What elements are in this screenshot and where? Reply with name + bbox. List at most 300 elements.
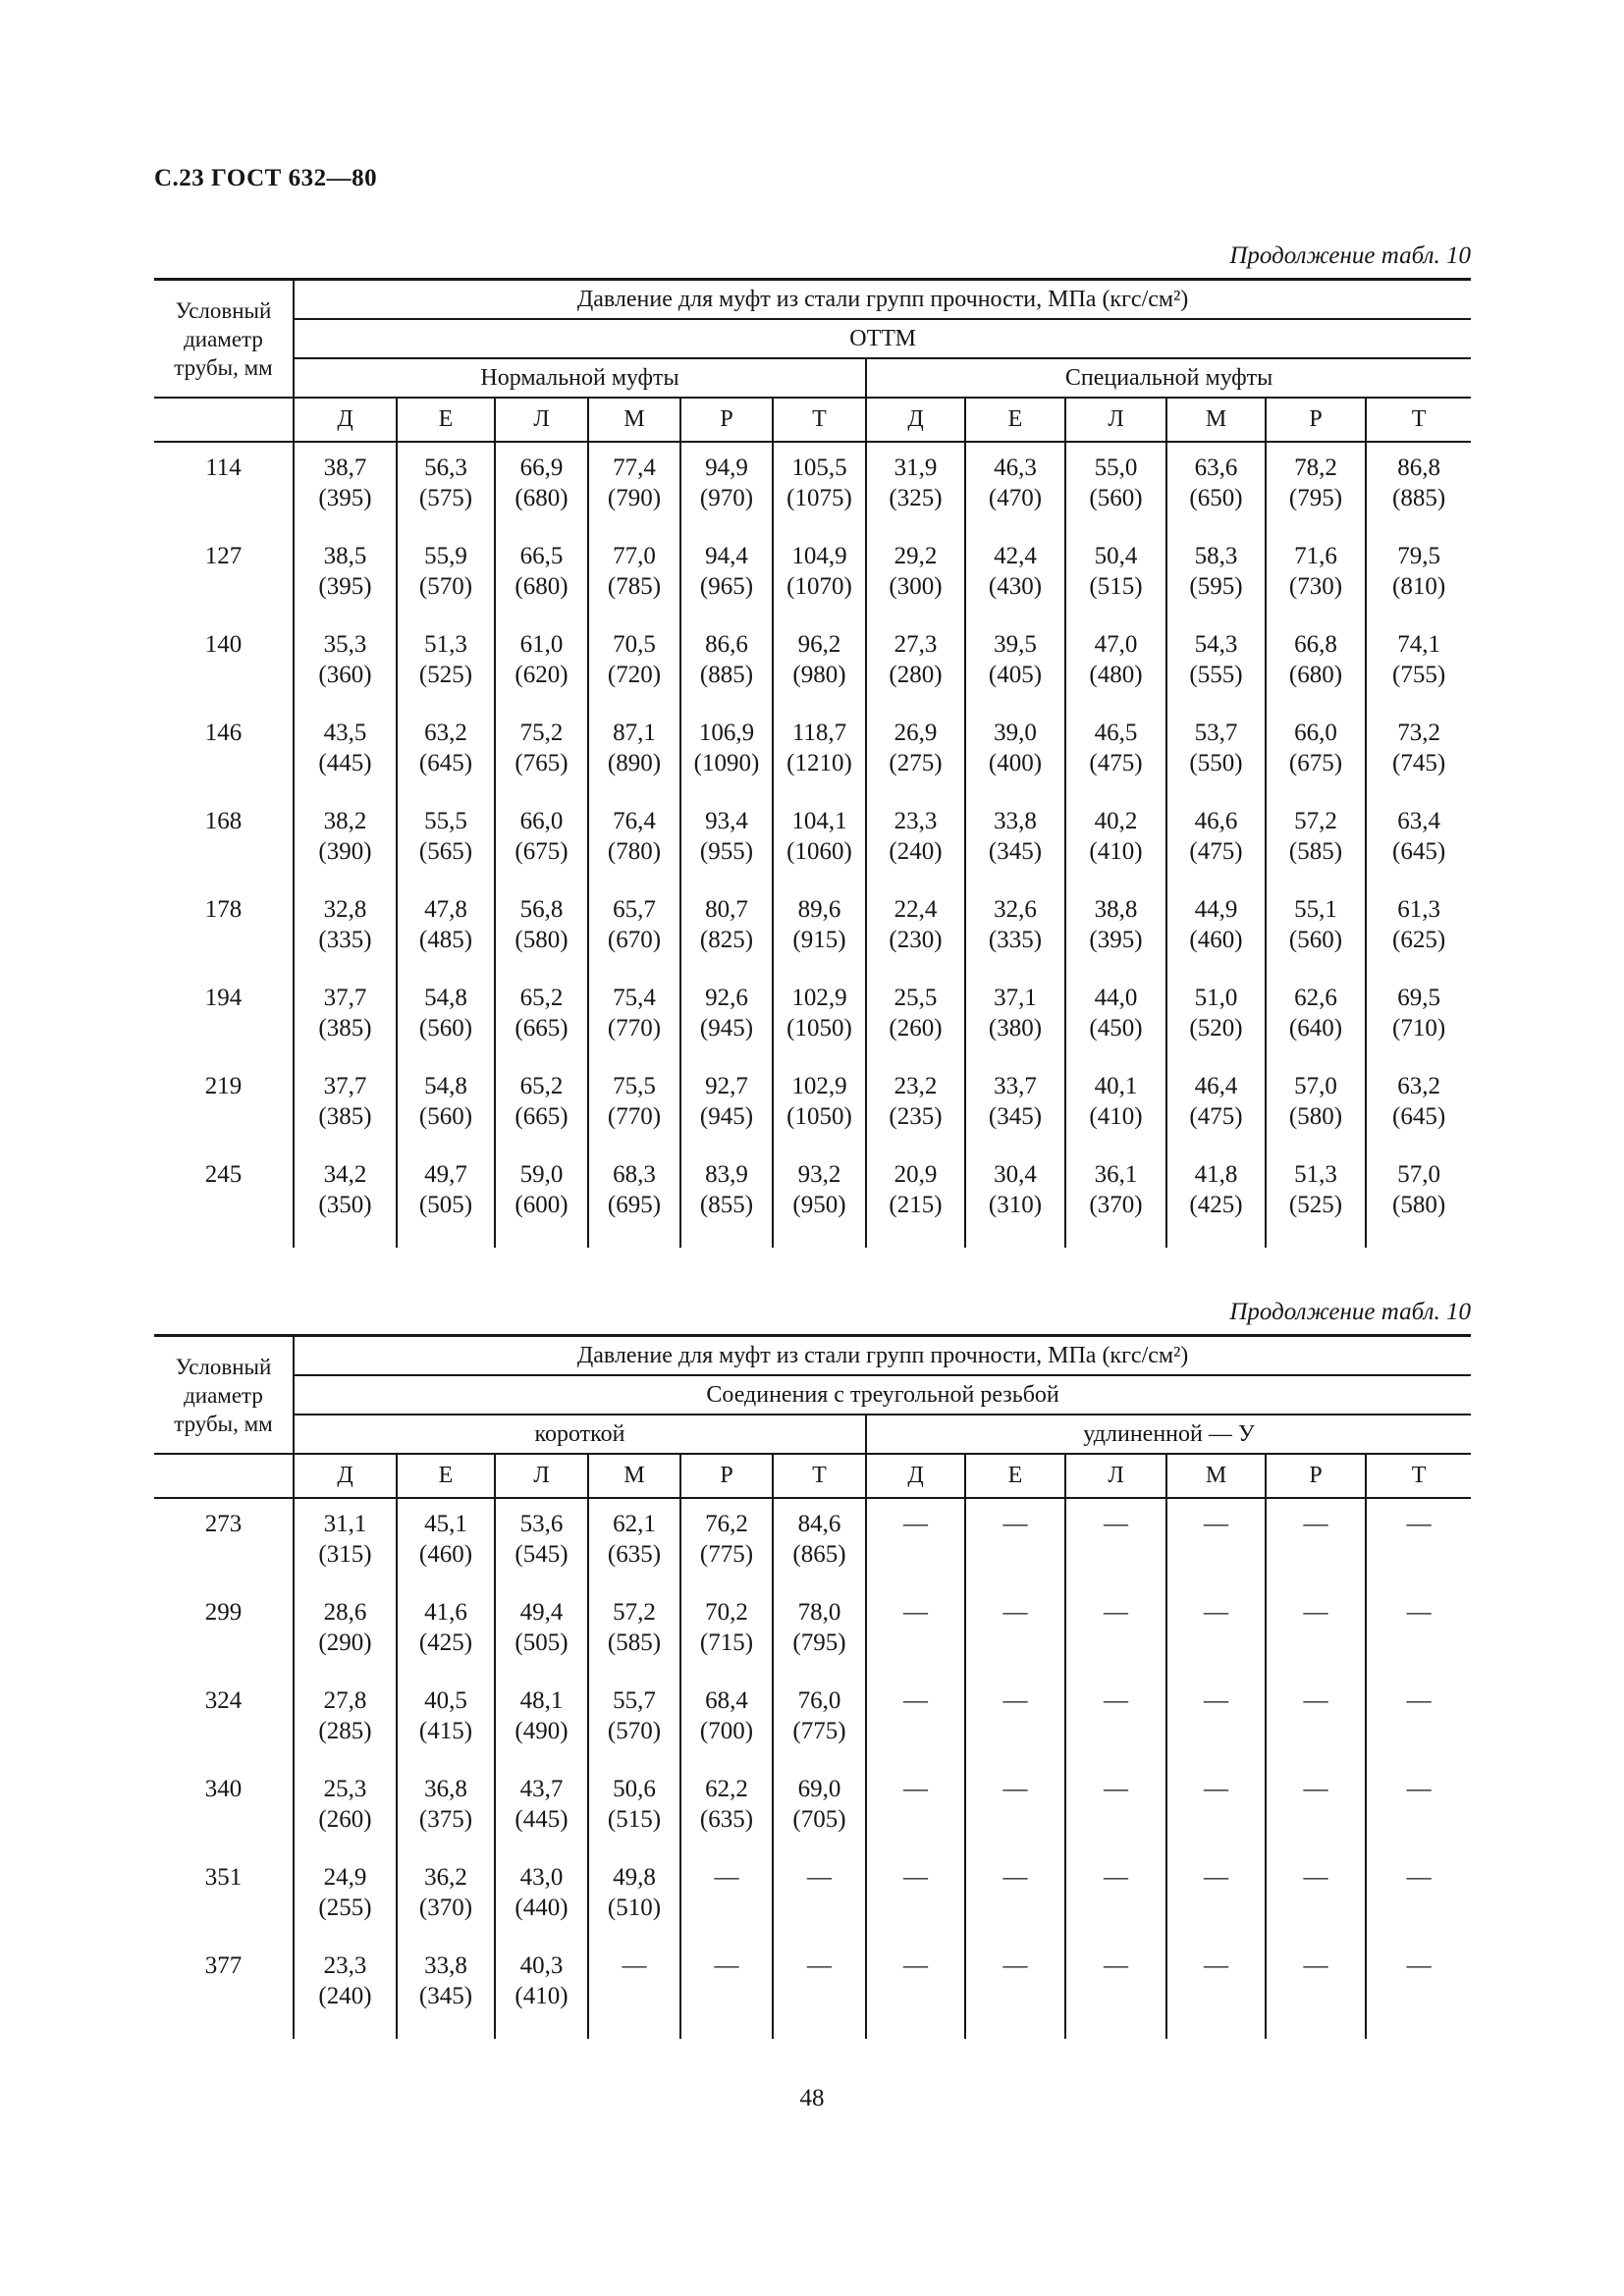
pressure-mpa: 51,0 <box>1194 985 1238 1011</box>
pressure-mpa: 31,1 <box>323 1511 367 1537</box>
pressure-cell <box>773 1685 866 1774</box>
pressure-kgf: (520) <box>1189 1015 1243 1041</box>
pressure-cell <box>397 1597 495 1685</box>
pressure-cell <box>1266 718 1366 806</box>
pressure-cell <box>866 718 965 806</box>
pressure-mpa: — <box>1002 1952 1028 1979</box>
pressure-kgf: (215) <box>889 1192 943 1218</box>
pressure-kgf: (645) <box>1392 838 1446 865</box>
pressure-cell <box>397 1774 495 1862</box>
pressure-mpa: 49,4 <box>519 1599 564 1626</box>
pressure-cell <box>773 983 866 1071</box>
pressure-kgf: (885) <box>1392 485 1446 511</box>
pressure-cell <box>1366 806 1471 894</box>
pressure-mpa: — <box>1303 1864 1328 1891</box>
pressure-table-triangular-thread <box>154 1334 1471 2039</box>
pressure-kgf: (555) <box>1189 662 1243 688</box>
pressure-kgf: (560) <box>418 1103 473 1130</box>
pressure-kgf: (730) <box>1288 573 1343 600</box>
group-right-header: Специальной муфты <box>866 358 1471 398</box>
pressure-mpa: 71,6 <box>1294 543 1337 569</box>
pressure-mpa: 37,7 <box>323 985 367 1011</box>
pressure-kgf: (560) <box>418 1015 473 1041</box>
pressure-mpa: 23,3 <box>893 808 938 834</box>
pressure-mpa: 76,2 <box>705 1511 748 1537</box>
pressure-cell <box>1366 894 1471 983</box>
pressure-mpa: 65,7 <box>613 896 656 923</box>
pressure-mpa: 32,8 <box>323 896 367 923</box>
pressure-mpa: 29,2 <box>893 543 938 569</box>
pressure-mpa: — <box>1406 1952 1432 1979</box>
grade-header: Л <box>495 398 588 442</box>
pressure-mpa: 66,9 <box>519 454 564 481</box>
pressure-kgf: (260) <box>889 1015 943 1041</box>
pressure-cell <box>495 1774 588 1862</box>
pressure-mpa: 56,3 <box>424 454 467 481</box>
pressure-mpa: — <box>1204 1687 1228 1714</box>
pressure-kgf: (545) <box>514 1541 568 1568</box>
pressure-cell <box>1366 1071 1471 1159</box>
pressure-kgf: (325) <box>889 485 943 511</box>
pressure-mpa: 49,7 <box>424 1161 467 1188</box>
pressure-cell <box>495 1950 588 2039</box>
pressure-cell <box>495 806 588 894</box>
connection-type-header: Соединения с треугольной резьбой <box>294 1375 1471 1415</box>
pressure-kgf: (460) <box>1189 927 1243 953</box>
pressure-mpa: 63,6 <box>1194 454 1238 481</box>
pressure-kgf: (505) <box>418 1192 473 1218</box>
grade-header: М <box>588 1454 680 1498</box>
pressure-mpa: 79,5 <box>1397 543 1440 569</box>
pressure-kgf: (775) <box>699 1541 754 1568</box>
pressure-mpa: 33,8 <box>994 808 1037 834</box>
pressure-mpa: 84,6 <box>797 1511 841 1537</box>
pressure-mpa: — <box>1104 1952 1128 1979</box>
pressure-kgf: (620) <box>514 662 568 688</box>
diameter-cell: 140 <box>204 631 243 658</box>
pressure-kgf: (300) <box>889 573 943 600</box>
grade-header: Д <box>294 1454 397 1498</box>
pressure-mpa: 75,4 <box>613 985 656 1011</box>
grade-header: М <box>1166 398 1266 442</box>
pressure-kgf: (885) <box>699 662 754 688</box>
pressure-kgf: (395) <box>318 485 372 511</box>
pressure-cell <box>965 983 1065 1071</box>
pressure-mpa: 25,3 <box>323 1776 367 1802</box>
grade-header: Л <box>1065 1454 1166 1498</box>
pressure-kgf: (235) <box>889 1103 943 1130</box>
pressure-mpa: 89,6 <box>797 896 841 923</box>
pressure-cell <box>680 1774 773 1862</box>
pressure-cell <box>1166 894 1266 983</box>
pressure-kgf: (255) <box>318 1895 372 1921</box>
pressure-cell <box>588 1950 680 2039</box>
pressure-kgf: (345) <box>988 838 1043 865</box>
pressure-mpa: — <box>1104 1687 1128 1714</box>
pressure-mpa: 68,3 <box>613 1161 656 1188</box>
table-row <box>154 442 1471 541</box>
pressure-kgf: (585) <box>1288 838 1343 865</box>
continuation-label: Продолжение табл. 10 <box>1229 242 1471 269</box>
pressure-mpa: 34,2 <box>323 1161 367 1188</box>
pressure-cell <box>1065 1597 1166 1685</box>
pressure-kgf: (770) <box>607 1103 662 1130</box>
pressure-cell <box>1065 983 1166 1071</box>
table-row <box>154 1498 1471 1597</box>
pressure-mpa: — <box>807 1864 832 1891</box>
pressure-mpa: 27,3 <box>893 631 938 658</box>
diameter-cell: 324 <box>204 1687 243 1714</box>
pressure-cell <box>773 894 866 983</box>
grade-header: Р <box>1266 1454 1366 1498</box>
page-number: 48 <box>799 2085 825 2111</box>
pressure-cell <box>495 894 588 983</box>
pressure-cell <box>1166 629 1266 718</box>
pressure-cell <box>294 806 397 894</box>
pressure-mpa: 66,0 <box>519 808 564 834</box>
pressure-mpa: 54,8 <box>424 985 467 1011</box>
pressure-kgf: (865) <box>792 1541 846 1568</box>
pressure-mpa: 22,4 <box>893 896 938 923</box>
pressure-cell <box>1266 1071 1366 1159</box>
pressure-kgf: (560) <box>1089 485 1143 511</box>
pressure-mpa: 83,9 <box>705 1161 748 1188</box>
pressure-mpa: 35,3 <box>323 631 367 658</box>
pressure-cell <box>397 1159 495 1248</box>
pressure-kgf: (485) <box>418 927 473 953</box>
pressure-mpa: 58,3 <box>1194 543 1238 569</box>
pressure-kgf: (1090) <box>693 750 760 776</box>
pressure-cell <box>1065 1498 1166 1597</box>
grade-header: Е <box>965 1454 1065 1498</box>
grade-header: Р <box>1266 398 1366 442</box>
pressure-kgf: (680) <box>1288 662 1343 688</box>
pressure-mpa: 70,5 <box>613 631 656 658</box>
pressure-mpa: 77,0 <box>613 543 656 569</box>
pressure-cell <box>397 442 495 541</box>
pressure-cell <box>397 1950 495 2039</box>
pressure-mpa: — <box>1002 1776 1028 1802</box>
diameter-header: Условный диаметр трубы, мм <box>154 280 294 399</box>
pressure-mpa: — <box>903 1687 928 1714</box>
pressure-mpa: — <box>1104 1511 1128 1537</box>
pressure-mpa: 42,4 <box>994 543 1037 569</box>
pressure-mpa: — <box>1303 1511 1328 1537</box>
pressure-mpa: 41,6 <box>424 1599 467 1626</box>
table-row <box>154 1862 1471 1950</box>
pressure-kgf: (290) <box>318 1629 372 1656</box>
pressure-mpa: — <box>903 1864 928 1891</box>
pressure-cell <box>1366 629 1471 718</box>
pressure-cell <box>866 1498 965 1597</box>
pressure-mpa: 40,2 <box>1094 808 1138 834</box>
pressure-cell <box>1166 1950 1266 2039</box>
pressure-kgf: (380) <box>988 1015 1043 1041</box>
pressure-cell <box>965 1498 1065 1597</box>
pressure-kgf: (675) <box>1288 750 1343 776</box>
pressure-kgf: (665) <box>514 1015 568 1041</box>
pressure-kgf: (375) <box>418 1806 473 1833</box>
pressure-kgf: (785) <box>607 573 662 600</box>
pressure-cell <box>680 718 773 806</box>
pressure-mpa: 50,4 <box>1094 543 1138 569</box>
pressure-mpa: 55,5 <box>424 808 467 834</box>
pressure-cell <box>588 1774 680 1862</box>
pressure-kgf: (795) <box>1288 485 1343 511</box>
pressure-mpa: — <box>807 1952 832 1979</box>
pressure-cell <box>866 1862 965 1950</box>
pressure-mpa: 24,9 <box>323 1864 367 1891</box>
grade-row <box>154 398 1471 442</box>
pressure-kgf: (460) <box>418 1541 473 1568</box>
pressure-mpa: 20,9 <box>893 1161 938 1188</box>
pressure-cell <box>397 806 495 894</box>
pressure-mpa: — <box>903 1952 928 1979</box>
pressure-cell <box>294 1071 397 1159</box>
pressure-cell <box>495 1159 588 1248</box>
pressure-mpa: — <box>1406 1511 1432 1537</box>
pressure-kgf: (1050) <box>786 1015 852 1041</box>
pressure-mpa: 49,8 <box>613 1864 656 1891</box>
pressure-mpa: — <box>1002 1864 1028 1891</box>
pressure-cell <box>680 806 773 894</box>
pressure-kgf: (370) <box>418 1895 473 1921</box>
pressure-cell <box>773 629 866 718</box>
pressure-cell <box>588 1862 680 1950</box>
table-row <box>154 718 1471 806</box>
pressure-cell <box>680 541 773 629</box>
pressure-cell <box>495 541 588 629</box>
pressure-mpa: 46,4 <box>1194 1073 1238 1099</box>
table-row <box>154 629 1471 718</box>
pressure-mpa: 33,8 <box>424 1952 467 1979</box>
pressure-kgf: (595) <box>1189 573 1243 600</box>
pressure-cell <box>294 1685 397 1774</box>
pressure-mpa: — <box>1406 1599 1432 1626</box>
pressure-mpa: — <box>1303 1776 1328 1802</box>
pressure-cell <box>588 1159 680 1248</box>
pressure-kgf: (430) <box>988 573 1043 600</box>
pressure-mpa: 106,9 <box>698 720 755 746</box>
pressure-kgf: (580) <box>1288 1103 1343 1130</box>
pressure-cell <box>965 442 1065 541</box>
grade-header: Д <box>866 398 965 442</box>
pressure-cell <box>866 983 965 1071</box>
pressure-cell <box>1266 1950 1366 2039</box>
table-row <box>154 894 1471 983</box>
pressure-cell <box>294 1159 397 1248</box>
table-row <box>154 1774 1471 1862</box>
pressure-kgf: (570) <box>418 573 473 600</box>
pressure-mpa: — <box>1104 1864 1128 1891</box>
pressure-cell <box>1366 1685 1471 1774</box>
pressure-mpa: 36,1 <box>1094 1161 1138 1188</box>
pressure-mpa: 37,7 <box>323 1073 367 1099</box>
pressure-mpa: 73,2 <box>1397 720 1440 746</box>
pressure-mpa: — <box>1204 1864 1228 1891</box>
table-row <box>154 1597 1471 1685</box>
pressure-mpa: 26,9 <box>893 720 938 746</box>
pressure-cell <box>1266 983 1366 1071</box>
diameter-cell: 340 <box>204 1776 243 1802</box>
pressure-cell <box>1065 1071 1166 1159</box>
pressure-mpa: 54,3 <box>1194 631 1238 658</box>
table-row <box>154 1950 1471 2039</box>
pressure-cell <box>965 1862 1065 1950</box>
pressure-mpa: 78,0 <box>797 1599 841 1626</box>
pressure-cell <box>866 541 965 629</box>
pressure-mpa: 46,5 <box>1094 720 1138 746</box>
pressure-cell <box>1166 1159 1266 1248</box>
table-row <box>154 541 1471 629</box>
pressure-kgf: (950) <box>792 1192 846 1218</box>
pressure-mpa: 53,6 <box>519 1511 564 1537</box>
pressure-kgf: (1060) <box>786 838 852 865</box>
pressure-mpa: 43,7 <box>519 1776 564 1802</box>
pressure-kgf: (575) <box>418 485 473 511</box>
pressure-kgf: (765) <box>514 750 568 776</box>
pressure-cell <box>1166 1774 1266 1862</box>
pressure-mpa: 55,1 <box>1294 896 1337 923</box>
pressure-cell <box>1266 806 1366 894</box>
pressure-cell <box>965 1071 1065 1159</box>
pressure-cell <box>965 1597 1065 1685</box>
pressure-kgf: (780) <box>607 838 662 865</box>
pressure-cell <box>965 541 1065 629</box>
diameter-cell: 146 <box>204 720 243 746</box>
grade-header: Т <box>773 398 866 442</box>
pressure-cell <box>680 1597 773 1685</box>
diameter-cell: 194 <box>204 985 243 1011</box>
diameter-cell: 273 <box>204 1511 243 1537</box>
pressure-mpa: 51,3 <box>424 631 467 658</box>
pressure-cell <box>588 894 680 983</box>
pressure-mpa: 77,4 <box>613 454 656 481</box>
pressure-mpa: 53,7 <box>1194 720 1238 746</box>
pressure-mpa: 63,2 <box>424 720 467 746</box>
pressure-kgf: (675) <box>514 838 568 865</box>
pressure-mpa: — <box>1204 1511 1228 1537</box>
pressure-kgf: (410) <box>514 1983 568 2009</box>
table-body <box>154 1498 1471 2039</box>
pressure-kgf: (395) <box>318 573 372 600</box>
pressure-cell <box>294 1597 397 1685</box>
pressure-cell <box>1065 1159 1166 1248</box>
pressure-mpa: — <box>1204 1776 1228 1802</box>
pressure-kgf: (600) <box>514 1192 568 1218</box>
diameter-cell: 377 <box>204 1952 243 1979</box>
pressure-cell <box>866 894 965 983</box>
group-left-header: Нормальной муфты <box>294 358 866 398</box>
pressure-kgf: (1050) <box>786 1103 852 1130</box>
pressure-mpa: — <box>1406 1864 1432 1891</box>
pressure-cell <box>588 806 680 894</box>
grade-header: Д <box>294 398 397 442</box>
pressure-cell <box>965 894 1065 983</box>
pressure-mpa: 93,2 <box>797 1161 841 1188</box>
pressure-mpa: 40,3 <box>519 1952 564 1979</box>
pressure-table-ottm <box>154 278 1471 1248</box>
pressure-kgf: (525) <box>418 662 473 688</box>
pressure-mpa: 61,3 <box>1397 896 1440 923</box>
pressure-mpa: — <box>1303 1599 1328 1626</box>
pressure-cell <box>397 629 495 718</box>
pressure-mpa: 46,3 <box>994 454 1037 481</box>
pressure-cell <box>1065 442 1166 541</box>
pressure-kgf: (700) <box>699 1718 754 1744</box>
pressure-cell <box>1065 1685 1166 1774</box>
diameter-cell: 114 <box>205 454 242 481</box>
pressure-mpa: 39,5 <box>994 631 1037 658</box>
pressure-mpa: — <box>714 1952 739 1979</box>
pressure-cell <box>588 718 680 806</box>
pressure-cell <box>680 1685 773 1774</box>
pressure-cell <box>866 1597 965 1685</box>
grade-header: Е <box>965 398 1065 442</box>
pressure-cell <box>1065 806 1166 894</box>
pressure-cell <box>866 1685 965 1774</box>
pressure-cell <box>397 1685 495 1774</box>
pressure-mpa: 30,4 <box>994 1161 1037 1188</box>
pressure-cell <box>397 1071 495 1159</box>
pressure-kgf: (650) <box>1189 485 1243 511</box>
pressure-cell <box>680 1862 773 1950</box>
pressure-mpa: 62,2 <box>705 1776 748 1802</box>
pressure-cell <box>294 983 397 1071</box>
pressure-kgf: (470) <box>988 485 1043 511</box>
pressure-cell <box>495 442 588 541</box>
pressure-cell <box>866 806 965 894</box>
pressure-kgf: (410) <box>1089 1103 1143 1130</box>
pressure-kgf: (580) <box>1392 1192 1446 1218</box>
pressure-kgf: (480) <box>1089 662 1143 688</box>
pressure-mpa: 87,1 <box>613 720 656 746</box>
pressure-cell <box>866 629 965 718</box>
pressure-kgf: (705) <box>792 1806 846 1833</box>
pressure-kgf: (755) <box>1392 662 1446 688</box>
pressure-kgf: (550) <box>1189 750 1243 776</box>
pressure-mpa: 96,2 <box>797 631 841 658</box>
pressure-cell <box>680 442 773 541</box>
pressure-kgf: (515) <box>1089 573 1143 600</box>
pressure-kgf: (1210) <box>786 750 852 776</box>
pressure-cell <box>1166 983 1266 1071</box>
pressure-mpa: 48,1 <box>519 1687 564 1714</box>
pressure-cell <box>680 894 773 983</box>
pressure-cell <box>773 1071 866 1159</box>
pressure-cell <box>294 442 397 541</box>
diameter-cell: 178 <box>204 896 243 923</box>
pressure-mpa: 70,2 <box>705 1599 748 1626</box>
pressure-mpa: 23,2 <box>893 1073 938 1099</box>
pressure-cell <box>1366 983 1471 1071</box>
pressure-kgf: (970) <box>699 485 754 511</box>
pressure-kgf: (370) <box>1089 1192 1143 1218</box>
pressure-mpa: 47,8 <box>424 896 467 923</box>
pressure-kgf: (525) <box>1288 1192 1343 1218</box>
group-right-header: удлиненной — У <box>866 1415 1471 1454</box>
pressure-mpa: 50,6 <box>613 1776 656 1802</box>
pressure-mpa: 32,6 <box>994 896 1037 923</box>
pressure-kgf: (475) <box>1089 750 1143 776</box>
pressure-kgf: (345) <box>988 1103 1043 1130</box>
pressure-kgf: (625) <box>1392 927 1446 953</box>
pressure-cell <box>773 806 866 894</box>
pressure-cell <box>588 983 680 1071</box>
pressure-kgf: (680) <box>514 485 568 511</box>
group-left-header: короткой <box>294 1415 866 1454</box>
grade-header: Д <box>866 1454 965 1498</box>
